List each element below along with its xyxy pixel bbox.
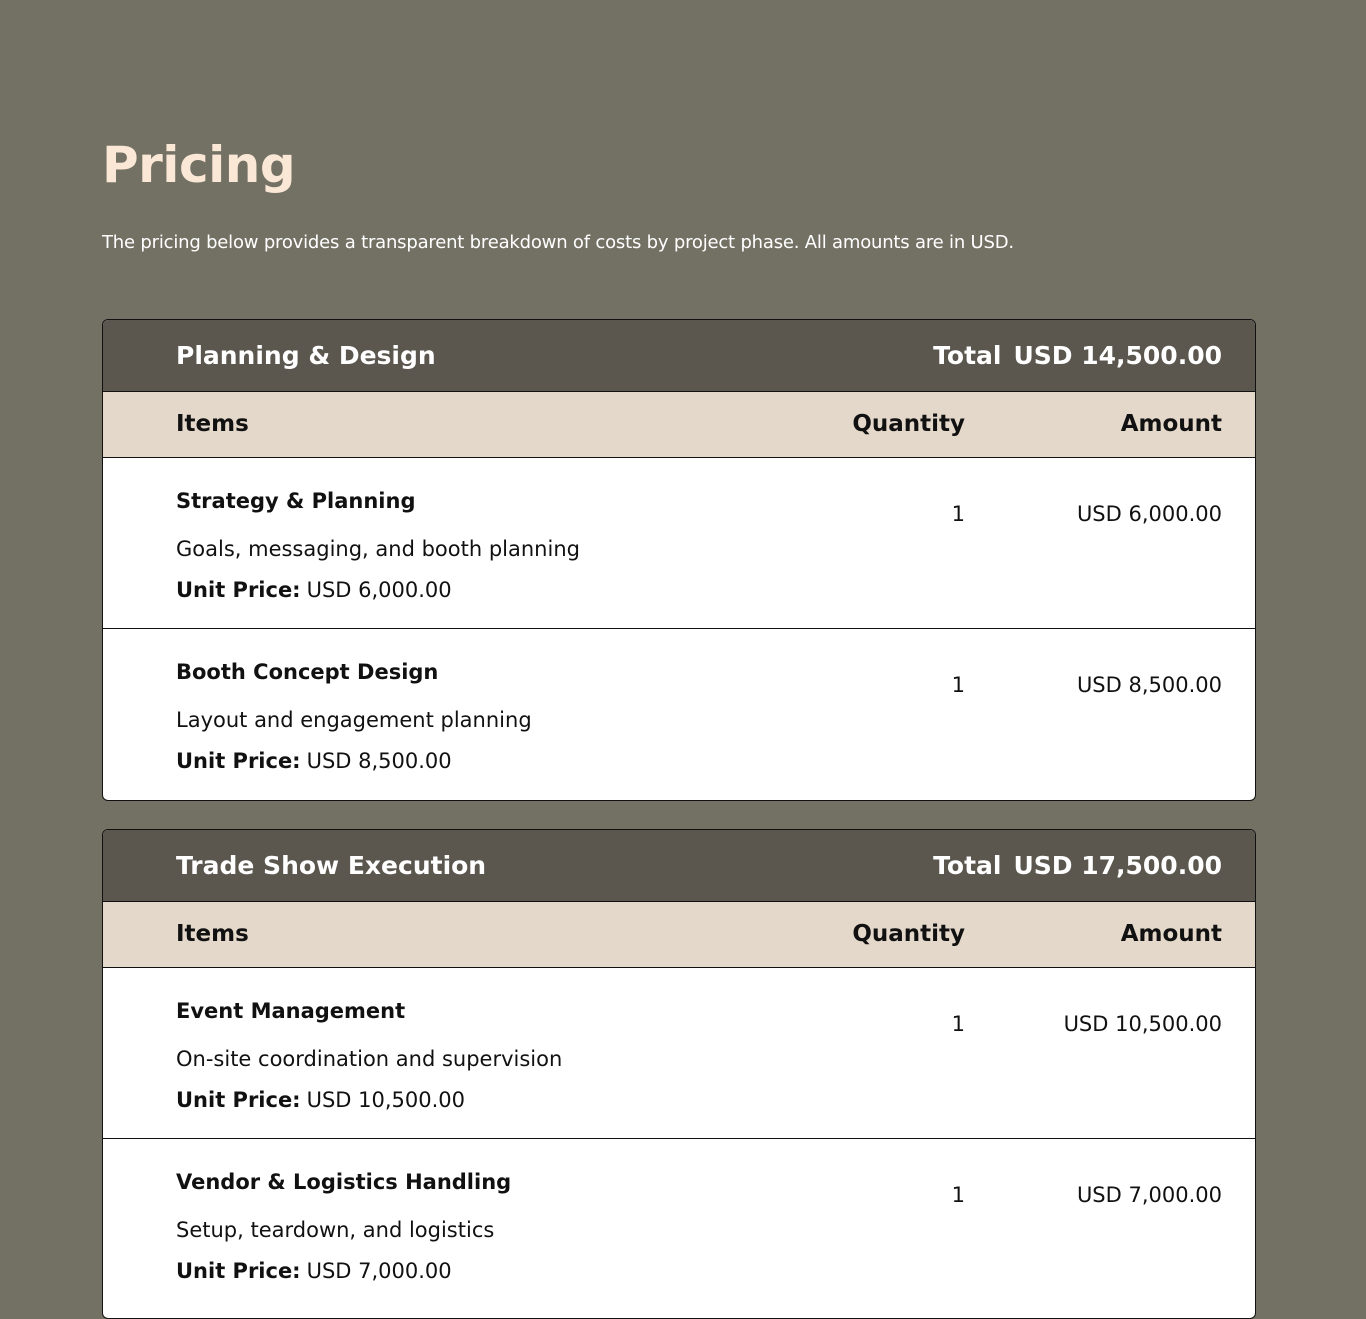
unit-price-label: Unit Price: (176, 578, 301, 602)
item-quantity: 1 (951, 673, 965, 697)
unit-price-value: USD 7,000.00 (306, 1259, 452, 1283)
item-name: Vendor & Logistics Handling (176, 1170, 512, 1194)
total-label: Total (933, 851, 1002, 880)
table-row (103, 629, 1255, 800)
item-quantity: 1 (951, 502, 965, 526)
amount-column-header: Amount (1120, 411, 1222, 437)
table-header (103, 392, 1255, 458)
amount-column-header: Amount (1120, 921, 1222, 947)
item-quantity: 1 (951, 1183, 965, 1207)
table-row (103, 1139, 1255, 1310)
table-header (103, 902, 1255, 968)
unit-price-value: USD 10,500.00 (306, 1088, 466, 1112)
section-header (103, 830, 1255, 902)
total-label: Total (933, 341, 1002, 370)
item-amount: USD 7,000.00 (1076, 1183, 1222, 1207)
item-unit-price (176, 575, 452, 605)
quantity-column-header: Quantity (852, 921, 965, 947)
item-amount: USD 6,000.00 (1076, 502, 1222, 526)
section-title: Planning & Design (176, 341, 436, 370)
quantity-column-header: Quantity (852, 411, 965, 437)
pricing-section-planning-design (102, 319, 1256, 801)
item-amount: USD 10,500.00 (1063, 1012, 1222, 1036)
total-value: USD 17,500.00 (1013, 851, 1222, 880)
unit-price-label: Unit Price: (176, 749, 301, 773)
section-total (933, 341, 1222, 370)
item-description: Goals, messaging, and booth planning (176, 537, 580, 561)
item-unit-price (176, 746, 452, 776)
section-title: Trade Show Execution (176, 851, 487, 880)
item-description: Layout and engagement planning (176, 708, 532, 732)
pricing-intro: The pricing below provides a transparent breakdown of costs by project phase. All amounts are in USD. (102, 232, 1014, 253)
item-name: Event Management (176, 999, 406, 1023)
item-description: On-site coordination and supervision (176, 1047, 563, 1071)
items-column-header: Items (176, 411, 249, 437)
item-description: Setup, teardown, and logistics (176, 1218, 495, 1242)
item-unit-price (176, 1085, 465, 1115)
item-name: Strategy & Planning (176, 489, 416, 513)
unit-price-value: USD 8,500.00 (306, 749, 452, 773)
unit-price-label: Unit Price: (176, 1259, 301, 1283)
items-column-header: Items (176, 921, 249, 947)
page-title: Pricing (102, 136, 296, 194)
section-header (103, 320, 1255, 392)
unit-price-value: USD 6,000.00 (306, 578, 452, 602)
item-name: Booth Concept Design (176, 660, 439, 684)
table-row (103, 968, 1255, 1139)
total-value: USD 14,500.00 (1013, 341, 1222, 370)
table-row (103, 458, 1255, 629)
pricing-section-trade-show-execution (102, 829, 1256, 1319)
item-amount: USD 8,500.00 (1076, 673, 1222, 697)
unit-price-label: Unit Price: (176, 1088, 301, 1112)
section-total (933, 851, 1222, 880)
item-unit-price (176, 1256, 452, 1286)
item-quantity: 1 (951, 1012, 965, 1036)
